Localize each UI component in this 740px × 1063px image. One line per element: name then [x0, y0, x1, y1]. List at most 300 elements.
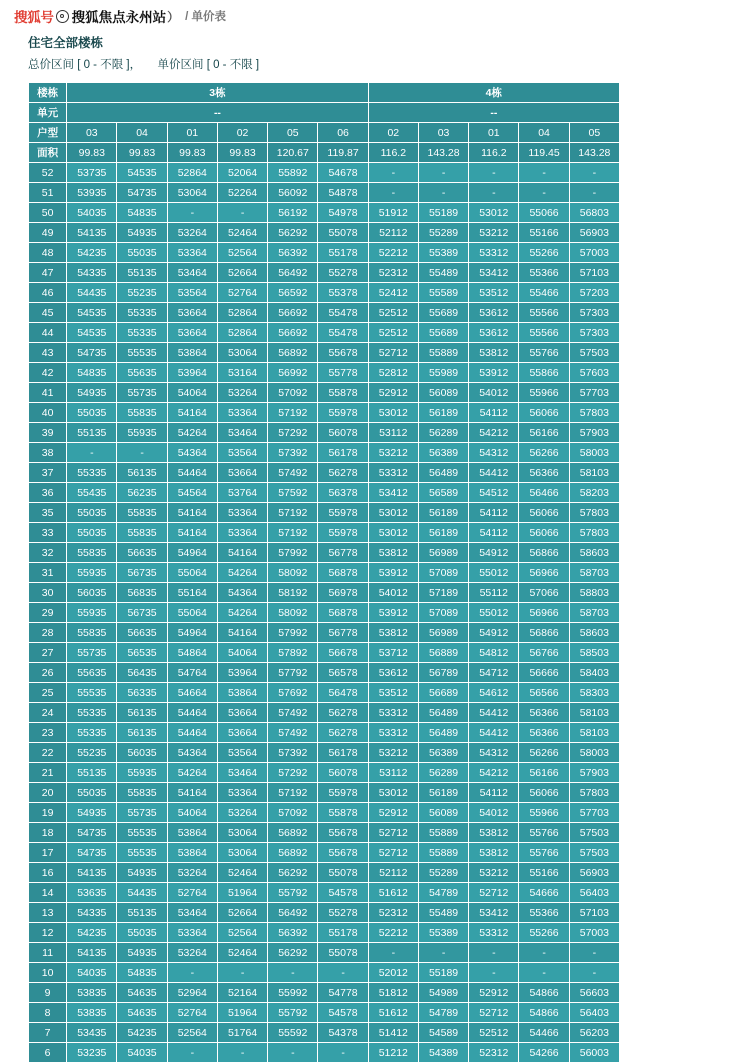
price-cell: 53364 — [217, 403, 267, 423]
price-cell: 54378 — [318, 1023, 368, 1043]
price-cell: 53612 — [469, 303, 519, 323]
price-cell: 52764 — [167, 883, 217, 903]
price-cell: 55889 — [418, 343, 468, 363]
price-cell: 56589 — [418, 483, 468, 503]
floor-label: 39 — [29, 423, 67, 443]
price-cell: 53464 — [217, 763, 267, 783]
price-cell: 55935 — [67, 563, 117, 583]
price-cell: 52512 — [368, 323, 418, 343]
price-cell: 55178 — [318, 923, 368, 943]
price-cell: - — [569, 963, 619, 983]
price-cell: 53764 — [217, 483, 267, 503]
price-cell: 57803 — [569, 783, 619, 803]
price-cell: 58503 — [569, 643, 619, 663]
price-cell: 53464 — [167, 903, 217, 923]
price-cell: 55966 — [519, 383, 569, 403]
price-cell: 56335 — [117, 683, 167, 703]
price-cell: 55978 — [318, 783, 368, 803]
price-cell: 51612 — [368, 1003, 418, 1023]
price-cell: 56489 — [418, 463, 468, 483]
price-cell: 54935 — [67, 383, 117, 403]
price-cell: 55189 — [418, 963, 468, 983]
price-cell: - — [519, 183, 569, 203]
price-cell: 55935 — [67, 603, 117, 623]
price-cell: 54335 — [67, 263, 117, 283]
price-cell: 55389 — [418, 923, 468, 943]
price-cell: 54235 — [117, 1023, 167, 1043]
price-cell: 55078 — [318, 223, 368, 243]
price-cell: 54412 — [469, 703, 519, 723]
price-cell: 53864 — [167, 343, 217, 363]
price-cell: 54035 — [67, 203, 117, 223]
price-cell: 56366 — [519, 703, 569, 723]
price-cell: 56803 — [569, 203, 619, 223]
price-cell: 53364 — [217, 503, 267, 523]
price-cell: 56178 — [318, 743, 368, 763]
price-cell: 57803 — [569, 503, 619, 523]
price-cell: 57503 — [569, 343, 619, 363]
account-name: 搜狐焦点永州站 — [71, 10, 167, 25]
price-cell: 54364 — [217, 583, 267, 603]
table-row — [29, 843, 620, 863]
price-cell: 53712 — [368, 643, 418, 663]
price-cell: 53964 — [217, 663, 267, 683]
price-cell: - — [67, 443, 117, 463]
price-cell: 56189 — [418, 523, 468, 543]
price-cell: 52912 — [469, 983, 519, 1003]
price-cell: 56566 — [519, 683, 569, 703]
price-cell: 57503 — [569, 843, 619, 863]
price-cell: 56878 — [318, 563, 368, 583]
floor-label: 33 — [29, 523, 67, 543]
price-cell: 54135 — [67, 863, 117, 883]
price-cell: - — [167, 963, 217, 983]
price-cell: 56603 — [569, 983, 619, 1003]
price-cell: 54235 — [67, 243, 117, 263]
price-cell: 53235 — [67, 1043, 117, 1063]
price-cell: 56978 — [318, 583, 368, 603]
price-cell: 54878 — [318, 183, 368, 203]
price-cell: 56278 — [318, 703, 368, 723]
price-cell: 56778 — [318, 543, 368, 563]
price-cell: 55189 — [418, 203, 468, 223]
price-cell: 54164 — [167, 783, 217, 803]
price-cell: 56235 — [117, 483, 167, 503]
price-cell: 55835 — [117, 403, 167, 423]
price-cell: 53312 — [368, 723, 418, 743]
price-cell: 58603 — [569, 543, 619, 563]
price-cell: 54835 — [117, 203, 167, 223]
floor-label: 9 — [29, 983, 67, 1003]
price-cell: 53664 — [217, 703, 267, 723]
price-cell: - — [368, 943, 418, 963]
price-cell: 52812 — [368, 363, 418, 383]
brand-block — [14, 6, 226, 26]
floor-label: 50 — [29, 203, 67, 223]
price-cell: 54335 — [67, 903, 117, 923]
at-circle-icon — [56, 10, 69, 23]
price-cell: 56266 — [519, 443, 569, 463]
price-cell: 54135 — [67, 223, 117, 243]
floor-label: 25 — [29, 683, 67, 703]
price-cell: 54535 — [67, 303, 117, 323]
table-row — [29, 503, 620, 523]
table-row — [29, 223, 620, 243]
price-cell: 55066 — [519, 203, 569, 223]
price-cell: 53435 — [67, 1023, 117, 1043]
floor-label: 17 — [29, 843, 67, 863]
price-cell: 55335 — [117, 323, 167, 343]
table-row — [29, 683, 620, 703]
table-row — [29, 243, 620, 263]
row-header-building: 楼栋 — [29, 83, 67, 103]
row-header-unit: 单元 — [29, 103, 67, 123]
table-row — [29, 483, 620, 503]
price-cell: 57792 — [268, 663, 318, 683]
price-cell: 52564 — [217, 243, 267, 263]
price-cell: 52412 — [368, 283, 418, 303]
type-cell-2: 01 — [167, 123, 217, 143]
table-row — [29, 883, 620, 903]
unit-value-4: -- — [368, 103, 619, 123]
price-cell: 57503 — [569, 823, 619, 843]
price-cell: 54989 — [418, 983, 468, 1003]
price-cell: 57066 — [519, 583, 569, 603]
floor-label: 29 — [29, 603, 67, 623]
table-row — [29, 763, 620, 783]
type-cell-7: 03 — [418, 123, 468, 143]
price-cell: 53512 — [469, 283, 519, 303]
table-row — [29, 203, 620, 223]
price-cell: 55792 — [268, 1003, 318, 1023]
table-row — [29, 443, 620, 463]
price-cell: 53812 — [368, 623, 418, 643]
price-cell: 53264 — [217, 383, 267, 403]
price-cell: 56966 — [519, 603, 569, 623]
price-cell: 54035 — [67, 963, 117, 983]
price-cell: 57092 — [268, 803, 318, 823]
price-cell: 57492 — [268, 723, 318, 743]
price-cell: 56192 — [268, 203, 318, 223]
price-cell: 55635 — [117, 363, 167, 383]
total-price-range: 总价区间 [ 0 - 不限 ]， — [28, 59, 142, 71]
price-cell: 56166 — [519, 763, 569, 783]
price-cell: 55792 — [268, 883, 318, 903]
table-row — [29, 163, 620, 183]
price-cell: 52312 — [469, 1043, 519, 1063]
type-cell-3: 02 — [217, 123, 267, 143]
table-row — [29, 463, 620, 483]
price-cell: 55935 — [117, 763, 167, 783]
price-cell: - — [469, 163, 519, 183]
price-cell: 53012 — [469, 203, 519, 223]
price-cell: 54412 — [469, 463, 519, 483]
floor-label: 27 — [29, 643, 67, 663]
price-cell: 57089 — [418, 563, 468, 583]
price-cell: 54535 — [67, 323, 117, 343]
price-cell: 54812 — [469, 643, 519, 663]
price-cell: 55978 — [318, 503, 368, 523]
price-cell: 56492 — [268, 263, 318, 283]
table-row — [29, 1043, 620, 1063]
price-cell: 54678 — [318, 163, 368, 183]
price-cell: 54466 — [519, 1023, 569, 1043]
price-cell: 57189 — [418, 583, 468, 603]
price-cell: 52712 — [368, 343, 418, 363]
floor-label: 45 — [29, 303, 67, 323]
price-cell: 56278 — [318, 723, 368, 743]
type-cell-8: 01 — [469, 123, 519, 143]
price-cell: 53364 — [217, 783, 267, 803]
price-cell: 55778 — [318, 363, 368, 383]
floor-label: 18 — [29, 823, 67, 843]
floor-label: 32 — [29, 543, 67, 563]
price-cell: 56035 — [67, 583, 117, 603]
area-cell-6: 116.2 — [368, 143, 418, 163]
price-cell: 53064 — [217, 843, 267, 863]
price-cell: 55278 — [318, 903, 368, 923]
price-cell: 54666 — [519, 883, 569, 903]
price-cell: 57903 — [569, 423, 619, 443]
price-cell: 52512 — [368, 303, 418, 323]
price-cell: 56092 — [268, 183, 318, 203]
price-cell: 52864 — [217, 323, 267, 343]
price-cell: 53912 — [469, 363, 519, 383]
price-cell: 55535 — [117, 843, 167, 863]
price-cell: - — [569, 163, 619, 183]
price-cell: 52312 — [368, 263, 418, 283]
floor-label: 26 — [29, 663, 67, 683]
price-cell: 57703 — [569, 803, 619, 823]
price-cell: 56789 — [418, 663, 468, 683]
price-cell: 55035 — [67, 503, 117, 523]
price-cell: 58403 — [569, 663, 619, 683]
price-cell: 56489 — [418, 723, 468, 743]
price-cell: 55012 — [469, 563, 519, 583]
floor-label: 43 — [29, 343, 67, 363]
floor-label: 48 — [29, 243, 67, 263]
price-cell: 55166 — [519, 863, 569, 883]
price-cell: 57992 — [268, 623, 318, 643]
price-cell: 57203 — [569, 283, 619, 303]
price-cell: 53512 — [368, 683, 418, 703]
price-cell: 56203 — [569, 1023, 619, 1043]
price-cell: 53664 — [217, 463, 267, 483]
price-cell: 54778 — [318, 983, 368, 1003]
price-cell: 55012 — [469, 603, 519, 623]
price-cell: 55135 — [67, 423, 117, 443]
price-cell: 57592 — [268, 483, 318, 503]
type-cell-4: 05 — [268, 123, 318, 143]
price-cell: 55166 — [519, 223, 569, 243]
floor-label: 38 — [29, 443, 67, 463]
price-cell: 51964 — [217, 1003, 267, 1023]
price-cell: - — [167, 203, 217, 223]
price-cell: 55135 — [117, 263, 167, 283]
floor-label: 44 — [29, 323, 67, 343]
price-cell: 56366 — [519, 463, 569, 483]
floor-label: 16 — [29, 863, 67, 883]
price-cell: 55735 — [67, 643, 117, 663]
price-cell: 55335 — [117, 303, 167, 323]
price-cell: 56692 — [268, 303, 318, 323]
type-cell-9: 04 — [519, 123, 569, 143]
header-row-area — [29, 143, 620, 163]
floor-label: 47 — [29, 263, 67, 283]
unit-price-range: 单价区间 [ 0 - 不限 ] — [157, 59, 260, 71]
price-cell: 52312 — [368, 903, 418, 923]
price-cell: 54535 — [117, 163, 167, 183]
price-cell: - — [469, 943, 519, 963]
area-cell-3: 99.83 — [217, 143, 267, 163]
floor-label: 11 — [29, 943, 67, 963]
price-cell: 53835 — [67, 983, 117, 1003]
price-cell: - — [217, 1043, 267, 1063]
price-cell: 54112 — [469, 523, 519, 543]
price-cell: 54164 — [167, 403, 217, 423]
table-row — [29, 523, 620, 543]
price-cell: 57992 — [268, 543, 318, 563]
price-cell: 54389 — [418, 1043, 468, 1063]
price-cell: 55592 — [268, 1023, 318, 1043]
price-cell: 55035 — [67, 783, 117, 803]
price-cell: 53264 — [167, 223, 217, 243]
price-cell: 54935 — [117, 223, 167, 243]
price-cell: - — [268, 1043, 318, 1063]
table-row — [29, 1023, 620, 1043]
table-row — [29, 743, 620, 763]
table-row — [29, 703, 620, 723]
price-cell: 57003 — [569, 243, 619, 263]
price-cell: 52864 — [217, 303, 267, 323]
price-cell: 56878 — [318, 603, 368, 623]
price-cell: 54164 — [167, 503, 217, 523]
price-cell: 53412 — [368, 483, 418, 503]
price-cell: 55366 — [519, 263, 569, 283]
price-cell: 55366 — [519, 903, 569, 923]
price-cell: 53812 — [469, 823, 519, 843]
area-cell-9: 119.45 — [519, 143, 569, 163]
table-row — [29, 403, 620, 423]
price-cell: 55289 — [418, 863, 468, 883]
price-cell: - — [418, 183, 468, 203]
price-cell: 55378 — [318, 283, 368, 303]
table-row — [29, 303, 620, 323]
price-cell: 55735 — [117, 803, 167, 823]
area-cell-8: 116.2 — [469, 143, 519, 163]
price-cell: 51964 — [217, 883, 267, 903]
price-cell: 57292 — [268, 423, 318, 443]
table-row — [29, 983, 620, 1003]
price-cell: 54135 — [67, 943, 117, 963]
price-cell: 56866 — [519, 543, 569, 563]
price-cell: 52164 — [217, 983, 267, 1003]
price-cell: 56778 — [318, 623, 368, 643]
price-cell: 55064 — [167, 603, 217, 623]
table-row — [29, 343, 620, 363]
price-cell: 55966 — [519, 803, 569, 823]
table-row — [29, 803, 620, 823]
price-cell: 55978 — [318, 403, 368, 423]
table-row — [29, 283, 620, 303]
price-cell: 54664 — [167, 683, 217, 703]
price-cell: 51812 — [368, 983, 418, 1003]
price-cell: 54264 — [167, 423, 217, 443]
price-cell: 57703 — [569, 383, 619, 403]
price-cell: 57603 — [569, 363, 619, 383]
price-cell: 56292 — [268, 943, 318, 963]
price-cell: 52064 — [217, 163, 267, 183]
price-cell: 55035 — [117, 243, 167, 263]
price-cell: 53364 — [167, 243, 217, 263]
price-cell: 53212 — [469, 863, 519, 883]
price-cell: 57392 — [268, 443, 318, 463]
price-cell: 56903 — [569, 863, 619, 883]
price-cell: 57092 — [268, 383, 318, 403]
price-cell: 54978 — [318, 203, 368, 223]
price-cell: 54064 — [217, 643, 267, 663]
price-cell: - — [117, 443, 167, 463]
price-cell: 57692 — [268, 683, 318, 703]
price-cell: 52012 — [368, 963, 418, 983]
price-cell: 56635 — [117, 543, 167, 563]
floor-label: 6 — [29, 1043, 67, 1063]
price-cell: 56189 — [418, 403, 468, 423]
price-cell: 53564 — [167, 283, 217, 303]
floor-label: 20 — [29, 783, 67, 803]
price-cell: 56535 — [117, 643, 167, 663]
sohu-logo-text: 搜狐号 — [14, 10, 54, 25]
price-cell: 52712 — [469, 883, 519, 903]
price-cell: 54264 — [217, 563, 267, 583]
price-cell: 52112 — [368, 223, 418, 243]
price-cell: 52912 — [368, 383, 418, 403]
type-cell-6: 02 — [368, 123, 418, 143]
price-cell: - — [569, 183, 619, 203]
price-cell: 56389 — [418, 743, 468, 763]
floor-label: 31 — [29, 563, 67, 583]
price-cell: 56892 — [268, 343, 318, 363]
price-cell: 56892 — [268, 823, 318, 843]
price-cell: 53212 — [368, 743, 418, 763]
table-row — [29, 623, 620, 643]
price-cell: 55889 — [418, 843, 468, 863]
price-cell: 54435 — [67, 283, 117, 303]
price-cell: 56135 — [117, 703, 167, 723]
table-row — [29, 663, 620, 683]
price-cell: 53564 — [217, 743, 267, 763]
table-row — [29, 543, 620, 563]
price-cell: 55478 — [318, 323, 368, 343]
price-cell: 58092 — [268, 563, 318, 583]
floor-label: 14 — [29, 883, 67, 903]
price-cell: 56066 — [519, 503, 569, 523]
price-cell: 55878 — [318, 803, 368, 823]
price-cell: 54789 — [418, 883, 468, 903]
page-title: 住宅全部楼栋 — [28, 36, 104, 50]
price-cell: 56089 — [418, 383, 468, 403]
price-cell: 55689 — [418, 303, 468, 323]
price-cell: 52212 — [368, 243, 418, 263]
price-cell: 55178 — [318, 243, 368, 263]
price-cell: 55535 — [117, 823, 167, 843]
price-cell: 52712 — [368, 823, 418, 843]
table-row — [29, 423, 620, 443]
header-row-type — [29, 123, 620, 143]
floor-label: 51 — [29, 183, 67, 203]
price-cell: 55735 — [117, 383, 167, 403]
price-cell: 54064 — [167, 803, 217, 823]
